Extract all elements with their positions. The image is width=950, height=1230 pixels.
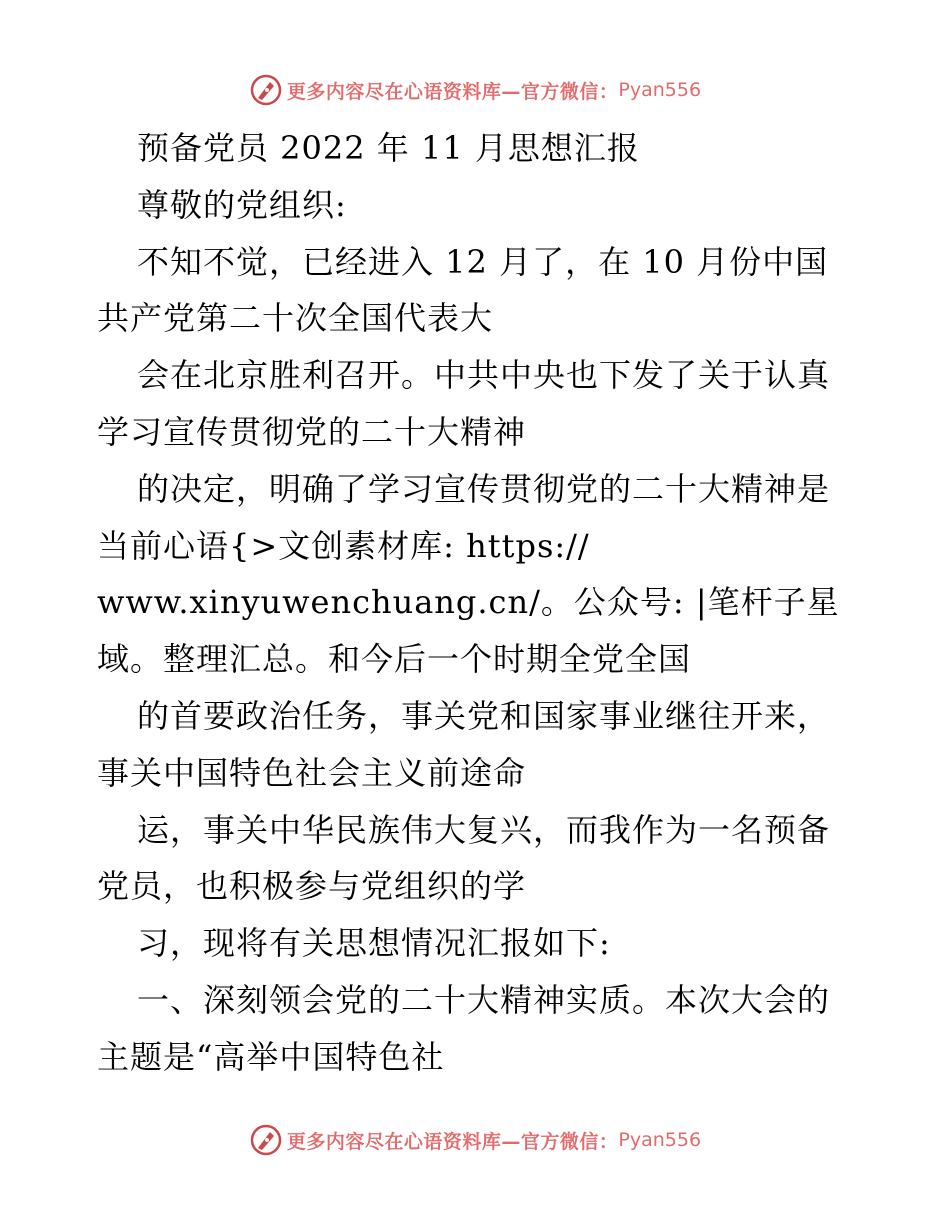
text-line: 一、深刻领会党的二十大精神实质。本次大会的 bbox=[137, 980, 831, 1019]
text-line: 不知不觉，已经进入 12 月了，在 10 月份中国 bbox=[137, 242, 829, 281]
text-line: 事关中国特色社会主义前途命 bbox=[97, 753, 527, 792]
text-line: 习，现将有关思想情况汇报如下: bbox=[137, 924, 611, 963]
text-line: 尊敬的党组织: bbox=[137, 185, 347, 224]
pen-nib-logo-icon bbox=[249, 1123, 283, 1157]
text-line: 域。整理汇总。和今后一个时期全党全国 bbox=[97, 640, 692, 679]
text-line: 预备党员 2022 年 11 月思想汇报 bbox=[137, 129, 640, 167]
document-body bbox=[97, 120, 857, 1086]
text-line: 当前心语{>文创素材库: https:// bbox=[97, 526, 590, 565]
watermark-wechat-id: Pyan556 bbox=[618, 79, 702, 101]
text-line: 的决定，明确了学习宣传贯彻党的二十大精神是 bbox=[137, 469, 831, 508]
text-line: 党员，也积极参与党组织的学 bbox=[97, 867, 527, 906]
text-line: 共产党第二十次全国代表大 bbox=[97, 299, 494, 338]
text-line: 运，事关中华民族伟大复兴，而我作为一名预备 bbox=[137, 810, 831, 849]
text-line: www.xinyuwenchuang.cn/。公众号: |笔杆子星 bbox=[97, 583, 840, 622]
pen-nib-logo-icon bbox=[249, 73, 283, 107]
text-line: 的首要政治任务，事关党和国家事业继往开来， bbox=[137, 696, 831, 735]
watermark-text: 更多内容尽在心语资料库—官方微信： bbox=[286, 80, 619, 103]
watermark-banner-bottom bbox=[0, 1120, 950, 1160]
text-line: 会在北京胜利召开。中共中央也下发了关于认真 bbox=[137, 356, 831, 395]
watermark-wechat-id: Pyan556 bbox=[618, 1129, 702, 1151]
watermark-banner-top bbox=[0, 70, 950, 110]
watermark-text: 更多内容尽在心语资料库—官方微信： bbox=[286, 1130, 619, 1153]
text-line: 主题是“高举中国特色社 bbox=[97, 1037, 445, 1076]
text-line: 学习宣传贯彻党的二十大精神 bbox=[97, 412, 527, 451]
